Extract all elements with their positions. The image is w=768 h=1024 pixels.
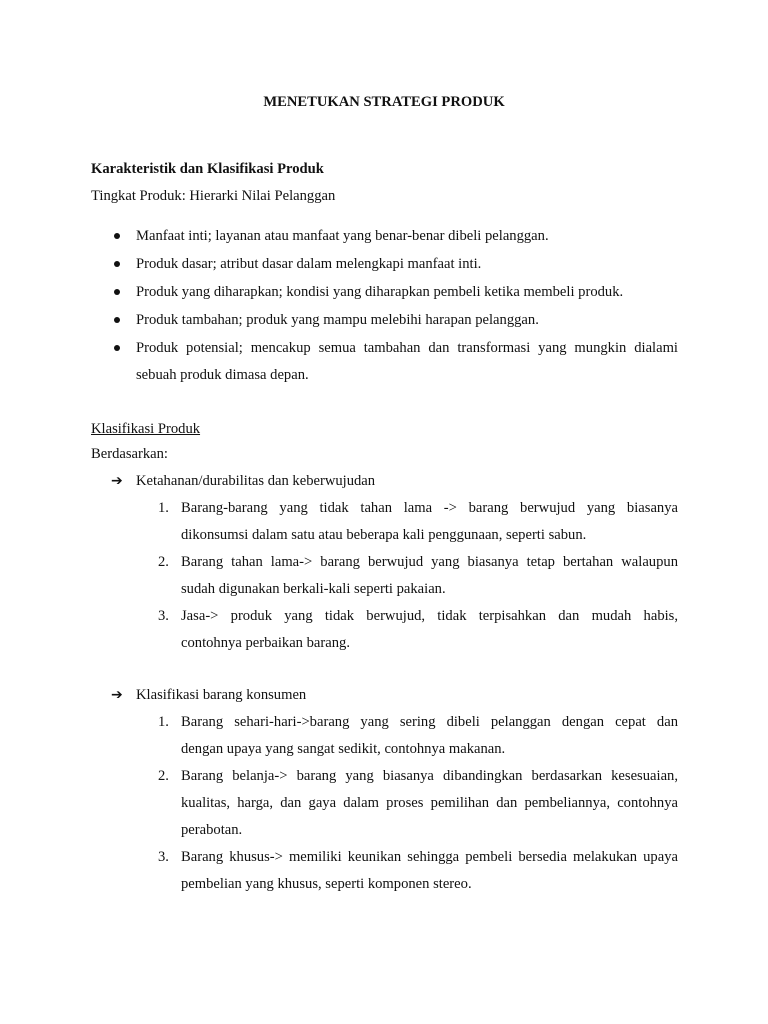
list-item-continuation: dikonsumsi dalam satu atau beberapa kali penggunaan, seperti sabun.: [181, 527, 587, 543]
list-item: Barang tahan lama-> barang berwujud yang biasanya tetap bertahan walaupun: [181, 554, 678, 570]
group-label: Ketahanan/durabilitas dan keberwujudan: [136, 473, 376, 489]
bullet-icon: [114, 233, 120, 239]
bullet-item: Manfaat inti; layanan atau manfaat yang benar-benar dibeli pelanggan.: [136, 228, 549, 244]
list-item-continuation: perabotan.: [181, 822, 243, 838]
list-item: Barang-barang yang tidak tahan lama -> barang berwujud yang biasanya: [181, 500, 678, 516]
list-item-continuation: kualitas, harga, dan gaya dalam proses pemilihan dan pembeliannya, contohnya: [181, 795, 678, 811]
section-heading: Karakteristik dan Klasifikasi Produk: [91, 161, 324, 177]
list-item-continuation: contohnya perbaikan barang.: [181, 635, 350, 651]
list-number: 3.: [158, 849, 169, 865]
list-item-continuation: sudah digunakan berkali-kali seperti pakaian.: [181, 581, 446, 597]
list-number: 3.: [158, 608, 169, 624]
bullet-item: Produk yang diharapkan; kondisi yang diharapkan pembeli ketika membeli produk.: [136, 284, 624, 300]
list-item: Jasa-> produk yang tidak berwujud, tidak terpisahkan dan mudah habis,: [181, 608, 678, 624]
page-title: MENETUKAN STRATEGI PRODUK: [263, 94, 505, 110]
list-item: Barang khusus-> memiliki keunikan sehingga pembeli bersedia melakukan upaya: [181, 849, 678, 865]
list-item: Barang sehari-hari->barang yang sering dibeli pelanggan dengan cepat dan: [181, 714, 678, 730]
list-item-continuation: dengan upaya yang sangat sedikit, contohnya makanan.: [181, 741, 506, 757]
bullet-item: Produk tambahan; produk yang mampu melebihi harapan pelanggan.: [136, 312, 539, 328]
bullet-icon: [114, 345, 120, 351]
section-intro: Berdasarkan:: [91, 446, 168, 462]
list-number: 1.: [158, 500, 169, 516]
bullet-icon: [114, 317, 120, 323]
bullet-item-continuation: sebuah produk dimasa depan.: [136, 367, 309, 383]
list-number: 1.: [158, 714, 169, 730]
group-label: Klasifikasi barang konsumen: [136, 687, 307, 703]
arrow-icon: ➔: [111, 473, 123, 489]
section-heading-klasifikasi: Klasifikasi Produk: [91, 421, 201, 437]
list-item-continuation: pembelian yang khusus, seperti komponen stereo.: [181, 876, 472, 892]
list-number: 2.: [158, 768, 169, 784]
bullet-icon: [114, 289, 120, 295]
arrow-icon: ➔: [111, 687, 123, 703]
bullet-item: Produk dasar; atribut dasar dalam melengkapi manfaat inti.: [136, 256, 482, 272]
bullet-item: Produk potensial; mencakup semua tambahan dan transformasi yang mungkin dialami: [136, 340, 678, 356]
section-subheading: Tingkat Produk: Hierarki Nilai Pelanggan: [91, 188, 336, 204]
list-number: 2.: [158, 554, 169, 570]
bullet-icon: [114, 261, 120, 267]
list-item: Barang belanja-> barang yang biasanya dibandingkan berdasarkan kesesuaian,: [181, 768, 678, 784]
